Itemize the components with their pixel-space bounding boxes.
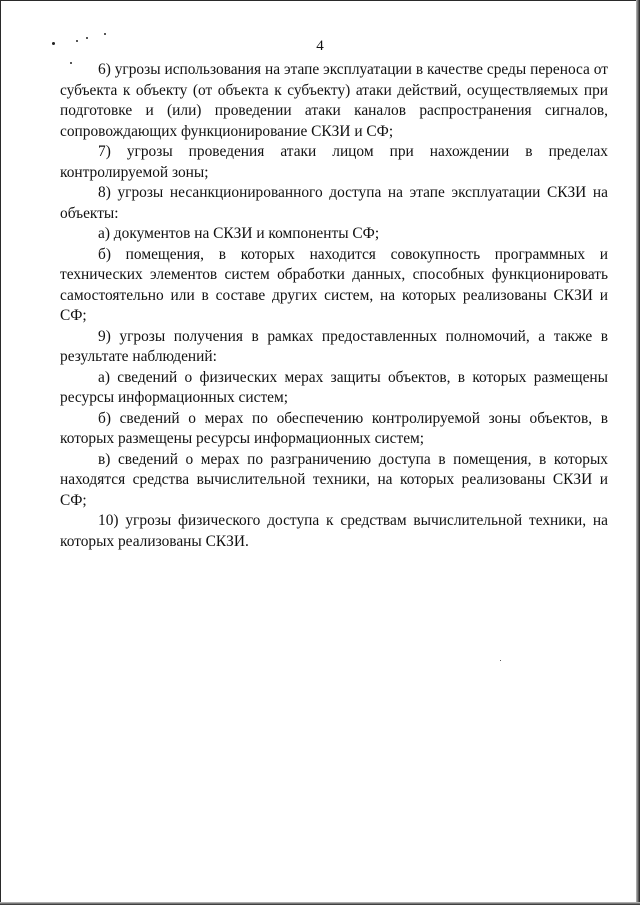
page-number: 4 — [316, 38, 324, 54]
paragraph-subitem-8b: б) помещения, в которых находится совокупность программных и технических элементов систем обработки данных, способных функционировать самостоятельно или в составе других систем, на которых реализованы СКЗИ и СФ; — [60, 245, 608, 324]
scan-edge-right — [636, 0, 640, 905]
paragraph-subitem-9b: б) сведений о мерах по обеспечению контролируемой зоны объектов, в которых размещены ресурсы информационных систем; — [60, 409, 608, 447]
paragraph-item-10: 10) угрозы физического доступа к средствам вычислительной техники, на которых реализованы СКЗИ. — [60, 512, 608, 550]
scan-speck — [104, 33, 106, 35]
paragraph-subitem-9c: в) сведений о мерах по разграничению доступа в помещения, в которых находятся средства вычислительной техники, на которых реализованы СКЗИ и СФ; — [60, 450, 608, 509]
paragraph-subitem-9a: а) сведений о физических мерах защиты объектов, в которых размещены ресурсы информационных систем; — [60, 368, 608, 406]
paragraph-item-7: 7) угрозы проведения атаки лицом при нахождении в пределах контролируемой зоны; — [60, 143, 608, 181]
paragraph-subitem-8a: а) документов на СКЗИ и компоненты СФ; — [98, 225, 380, 242]
document-body — [60, 60, 608, 552]
scan-speck — [500, 660, 501, 661]
paragraph-item-6: 6) угрозы использования на этапе эксплуатации в качестве среды переноса от субъекта к объекту (от объекта к субъекту) атаки действий, осуществляемых при подготовке и (или) проведении атаки каналов распространения сигналов, сопровождающих функционирование СКЗИ и СФ; — [60, 61, 608, 140]
paragraph-item-8: 8) угрозы несанкционированного доступа на этапе эксплуатации СКЗИ на объекты: — [60, 184, 608, 222]
paragraph-item-9: 9) угрозы получения в рамках предоставленных полномочий, а также в результате наблюдений: — [60, 327, 608, 365]
